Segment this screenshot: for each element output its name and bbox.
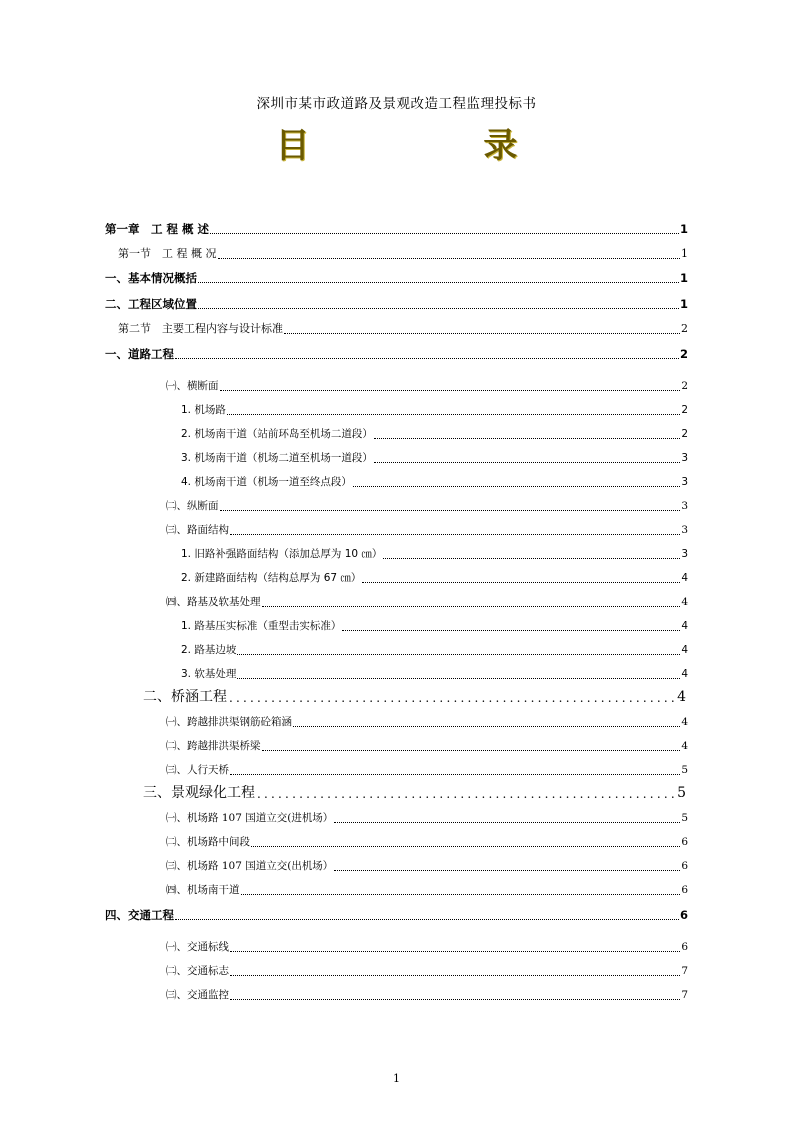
- toc-entry-page: 3: [681, 548, 688, 560]
- toc-entry-text: ㈣、路基及软基处理: [166, 596, 261, 608]
- toc-entry-page: 4: [681, 740, 688, 752]
- toc-entry-page: 6: [681, 884, 688, 896]
- toc-entry-page: 3: [681, 476, 688, 488]
- toc-entry-text: 第二节 主要工程内容与设计标准: [118, 322, 283, 335]
- toc-entry-text: ㈠、机场路 107 国道立交(进机场）: [166, 812, 334, 824]
- toc-entry-text: 3. 软基处理: [181, 668, 237, 680]
- toc-entry-text: 2. 机场南干道（站前环岛至机场二道段）: [181, 428, 373, 440]
- toc-entry-section[interactable]: [118, 322, 688, 336]
- toc-entry-page: 7: [681, 989, 688, 1001]
- toc-entry-text: ㈢、路面结构: [166, 524, 229, 536]
- toc-entry[interactable]: [166, 988, 688, 1002]
- toc-entry-text: 二、桥涵工程: [143, 689, 227, 705]
- toc-entry-text: 1. 机场路: [181, 404, 226, 416]
- toc-entry-page: 1: [681, 247, 688, 260]
- toc-entry-page: 5: [681, 764, 688, 776]
- toc-entry-page: 1: [679, 271, 688, 285]
- toc-entry-text: 4. 机场南干道（机场一道至终点段）: [181, 476, 352, 488]
- toc-entry[interactable]: [166, 964, 688, 978]
- toc-entry[interactable]: [181, 475, 688, 489]
- toc-entry-page: 3: [681, 500, 688, 512]
- toc-entry-page: 4: [681, 716, 688, 728]
- toc-entry-page: 1: [679, 222, 688, 236]
- toc-entry-page: 2: [679, 347, 688, 361]
- document-header: 深圳市某市政道路及景观改造工程监理投标书: [256, 96, 537, 112]
- toc-entry-text: 一、道路工程: [105, 347, 174, 361]
- toc-entry-page: 2: [681, 428, 688, 440]
- toc-entry-text: 3. 机场南干道（机场二道至机场一道段）: [181, 452, 373, 464]
- toc-entry-page: 6: [679, 908, 688, 922]
- toc-entry[interactable]: [105, 347, 688, 361]
- toc-entry[interactable]: [166, 763, 688, 777]
- toc-entry-page: 6: [681, 941, 688, 953]
- page-number: 1: [393, 1072, 400, 1085]
- toc-entry[interactable]: [181, 403, 688, 417]
- toc-entry[interactable]: [181, 667, 688, 681]
- toc-entry-page: 5: [681, 812, 688, 824]
- toc-entry-page: 3: [681, 524, 688, 536]
- toc-entry-page: 4: [681, 644, 688, 656]
- toc-entry[interactable]: [105, 908, 688, 922]
- toc-entry-text: 二、工程区域位置: [105, 297, 197, 311]
- toc-entry-text: ㈢、人行天桥: [166, 764, 229, 776]
- toc-entry-text: ㈡、机场路中间段: [166, 836, 250, 848]
- toc-entry[interactable]: [166, 715, 688, 729]
- toc-entry[interactable]: [181, 451, 688, 465]
- toc-title-char: 目: [275, 126, 310, 166]
- toc-entry-text: ㈢、机场路 107 国道立交(出机场）: [166, 860, 334, 872]
- toc-entry-text: ㈠、交通标线: [166, 941, 229, 953]
- toc-entry[interactable]: [181, 427, 688, 441]
- toc-entry-page: 3: [681, 452, 688, 464]
- toc-entry[interactable]: [181, 643, 688, 657]
- toc-entry[interactable]: [166, 811, 688, 825]
- toc-entry-section[interactable]: [118, 247, 688, 261]
- toc-entry[interactable]: [166, 595, 688, 609]
- toc-entry[interactable]: [166, 940, 688, 954]
- toc-title-char: 录: [483, 126, 518, 166]
- toc-entry-chapter[interactable]: [105, 222, 688, 236]
- toc-entry[interactable]: [105, 297, 688, 311]
- toc-entry-page: 4: [681, 572, 688, 584]
- toc-entry-text: 2. 路基边坡: [181, 644, 237, 656]
- toc-entry-page: 7: [681, 965, 688, 977]
- toc-entry-text: ㈡、跨越排洪渠桥梁: [166, 740, 261, 752]
- toc-entry[interactable]: [143, 689, 686, 705]
- toc-entry-page: 4: [681, 668, 688, 680]
- toc-entry-page: 4: [681, 596, 688, 608]
- toc-entry-page: 6: [681, 836, 688, 848]
- toc-entry[interactable]: [166, 739, 688, 753]
- toc-entry[interactable]: [166, 523, 688, 537]
- toc-entry-page: 4: [681, 620, 688, 632]
- toc-entry-text: 三、景观绿化工程: [143, 785, 255, 801]
- toc-entry-page: 5: [677, 785, 686, 801]
- toc-entry-page: 4: [677, 689, 686, 705]
- toc-entry[interactable]: [181, 571, 688, 585]
- toc-entry-page: 2: [681, 404, 688, 416]
- toc-entry-text: ㈠、跨越排洪渠钢筋砼箱涵: [166, 716, 292, 728]
- toc-entry[interactable]: [166, 379, 688, 393]
- toc-entry[interactable]: [166, 499, 688, 513]
- toc-entry[interactable]: [143, 785, 686, 801]
- toc-entry-text: ㈡、纵断面: [166, 500, 219, 512]
- toc-entry-text: 第一章 工 程 概 述: [105, 222, 210, 236]
- toc-entry[interactable]: [166, 859, 688, 873]
- toc-entry[interactable]: [105, 271, 688, 285]
- toc-entry-text: 1. 旧路补强路面结构（添加总厚为 10 ㎝）: [181, 548, 383, 560]
- toc-entry-text: ㈠、横断面: [166, 380, 219, 392]
- toc-entry-text: 四、交通工程: [105, 908, 174, 922]
- toc-entry-text: ㈣、机场南干道: [166, 884, 240, 896]
- toc-entry-page: 2: [681, 322, 688, 335]
- toc-entry-text: ㈢、交通监控: [166, 989, 229, 1001]
- toc-entry-page: 2: [681, 380, 688, 392]
- toc-entry[interactable]: [166, 883, 688, 897]
- toc-entry[interactable]: [181, 619, 688, 633]
- toc-entry-text: ㈡、交通标志: [166, 965, 229, 977]
- toc-entry-page: 1: [679, 297, 688, 311]
- toc-entry[interactable]: [181, 547, 688, 561]
- toc-entry-text: 一、基本情况概括: [105, 271, 197, 285]
- toc-entry-text: 1. 路基压实标准（重型击实标准）: [181, 620, 342, 632]
- toc-entry-text: 第一节 工 程 概 况: [118, 247, 217, 260]
- toc-entry-text: 2. 新建路面结构（结构总厚为 67 ㎝）: [181, 572, 362, 584]
- toc-entry[interactable]: [166, 835, 688, 849]
- toc-entry-page: 6: [681, 860, 688, 872]
